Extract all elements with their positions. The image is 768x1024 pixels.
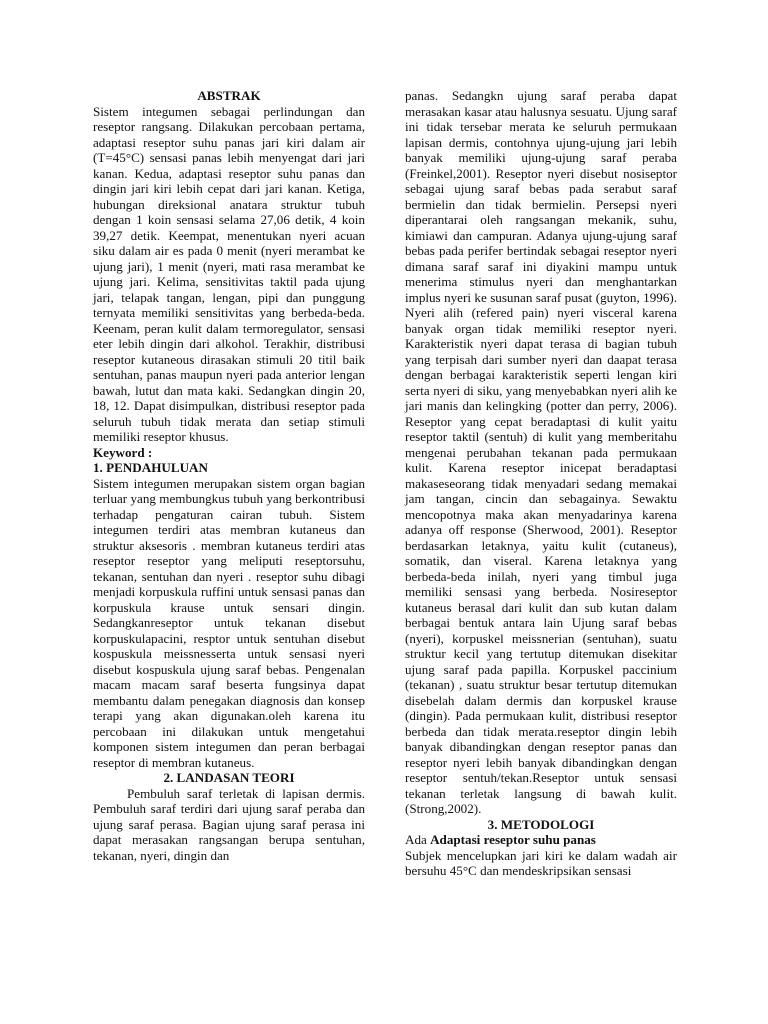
metodologi-body: Subjek mencelupkan jari kiri ke dalam wadah air bersuhu 45°C dan mendeskripsikan sensasi bbox=[405, 847, 677, 878]
abstract-title: ABSTRAK bbox=[197, 88, 261, 103]
right-column bbox=[405, 88, 677, 879]
left-column bbox=[93, 88, 365, 863]
abstract-body: Sistem integumen sebagai perlindungan dan reseptor rangsang. Dilakukan percobaan pertama, adaptasi reseptor suhu panas jari kiri dalam air (T=45°C) sensasi panas lebih menyengat dari jari kanan. Kedua, adaptasi reseptor suhu panas dan dingin jari kiri lebih cepat dari jari kanan. Ketiga, hubungan direksional anatara struktur tubuh dengan 1 koin sensasi selama 27,06 detik, 4 koin 39,27 detik. Keempat, menentukan nyeri acuan siku dalam air es pada 0 menit (nyeri merambat ke ujung jari), 1 menit (nyeri, mati rasa merambat ke ujung jari. Kelima, sensitivitas taktil pada ujung jari, telapak tangan, lengan, pipi dan punggung ternyata memiliki sensitivitas yang berbeda-beda. Keenam, peran kulit dalam termoregulator, sensasi eter lebih dingin dari alkohol. Terakhir, distribusi reseptor kutaneous dirasakan stimuli 20 titil baik sentuhan, panas maupun nyeri pada anterior lengan bawah, lutut dan mata kaki. Sedangkan dingin 20, 18, 12. Dapat disimpulkan, distribusi reseptor pada seluruh tubuh tidak merata dan setiap stimuli memiliki reseptor khusus. bbox=[93, 103, 365, 444]
subsection-title: Adaptasi reseptor suhu panas bbox=[430, 832, 596, 847]
subsection-prefix: Ada bbox=[405, 832, 431, 847]
subsection-heading bbox=[405, 832, 677, 848]
section-heading-pendahuluan: 1. PENDAHULUAN bbox=[93, 460, 208, 475]
section-heading-landasan-teori: 2. LANDASAN TEORI bbox=[163, 770, 295, 785]
landasan-teori-body: Pembuluh saraf terletak di lapisan dermis. Pembuluh saraf terdiri dari ujung saraf peraba dan ujung saraf perasa. Bagian ujung saraf perasa ini dapat merasakan rangsangan berupa sentuhan, tekanan, nyeri, dingin dan bbox=[93, 785, 365, 863]
pendahuluan-body: Sistem integumen merupakan sistem organ bagian terluar yang membungkus tubuh yang berkontribusi terhadap pengaturan cairan tubuh. Sistem integumen terdiri atas membran kutaneus dan struktur aksesoris . membran kutaneus terdiri atas reseptor reseptor yang meliputi reseptorsuhu, tekanan, sentuhan dan nyeri . reseptor suhu dibagi menjadi korpuskula ruffini untuk sensasi panas dan korpuskula krause untuk sensari dingin. Sedangkanreseptor untuk tekanan disebut korpuskulapacini, resptor untuk sentuhan disebut kospuskula meissnesserta untuk sensasi nyeri disebut kospuskula ujung saraf bebas. Pengenalan macam macam saraf beserta fungsinya dapat membantu dalam penegakan diagnosis dan konsep terapi yang akan digunakan.oleh karena itu percobaan ini dilakukan untuk mengetahui komponen sistem integumen dan peran berbagai reseptor di membran kutaneus. bbox=[93, 475, 365, 770]
section-heading-metodologi: 3. METODOLOGI bbox=[487, 816, 595, 832]
landasan-teori-continued: panas. Sedangkn ujung saraf peraba dapat merasakan kasar atau halusnya sesuatu. Ujung saraf ini tidak tersebar merata ke seluruh permukaan lapisan dermis, contohnya ujung-ujung jari lebih banyak memiliki ujung-ujung saraf peraba (Freinkel,2001). Reseptor nyeri disebut nosiseptor sebagai ujung saraf bebas pada serabut saraf bermielin dan tidak bermielin. Persepsi nyeri diperantarai oleh rangsangan mekanik, suhu, kimiawi dan campuran. Adanya ujung-ujung saraf bebas pada perifer bertindak sebagai reseptor nyeri dimana saraf saraf ini diyakini mampu untuk menerima stimulus nyeri dan menghantarkan implus nyeri ke susunan saraf pusat (guyton, 1996). Nyeri alih (refered pain) nyeri visceral karena banyak organ tidak memiliki reseptor nyeri. Karakteristik nyeri dapat terasa di bagian tubuh yang terpisah dari sumber nyeri dan daapat terasa dengan berbagai karakteristik seperti lengan kiri serta nyeri di siku, yang menyebabkan nyeri alih ke jari manis dan kelingking (potter dan perry, 2006). Reseptor yang cepat beradaptasi di kulit yaitu reseptor taktil (sentuh) di kulit yang memberitahu mengenai perubahan tekanan pada permukaan kulit. Karena reseptor inicepat beradaptasi makaseseorang tidak menyadari sedang memakai jam tangan, cincin dan sebagainya. Sewaktu mencopotnya maka akan menyadarinya karena adanya off response (Sherwood, 2001). Reseptor berdasarkan letaknya, yaitu kulit (cutaneus), somatik, dan viseral. Karena letaknya yang berbeda-beda inilah, nyeri yang timbul juga memiliki sensasi yang berbeda. Nosireseptor kutaneus berasal dari kulit dan sub kutan dalam berbagai bentuk antara lain Ujung saraf bebas (nyeri), korpuskel meissnerian (sentuhan), suatu struktur kecil yang tertutup ditemukan disekitar ujung saraf pada papilla. Korpuskel paccinium (tekanan) , suatu struktur besar tertutup ditemukan disebelah dalam dermis dan korpuskel krause (dingin). Pada permukaan kulit, distribusi reseptor berbeda dan tidak merata.reseptor dingin lebih banyak dibandingkan dengan reseptor panas dan reseptor nyeri lebih banyak dibandingkan dengan reseptor sentuh/tekan.Reseptor untuk sensasi tekanan terletak langsung di bawah kulit. (Strong,2002). bbox=[405, 88, 677, 816]
keyword-label: Keyword : bbox=[93, 444, 153, 460]
